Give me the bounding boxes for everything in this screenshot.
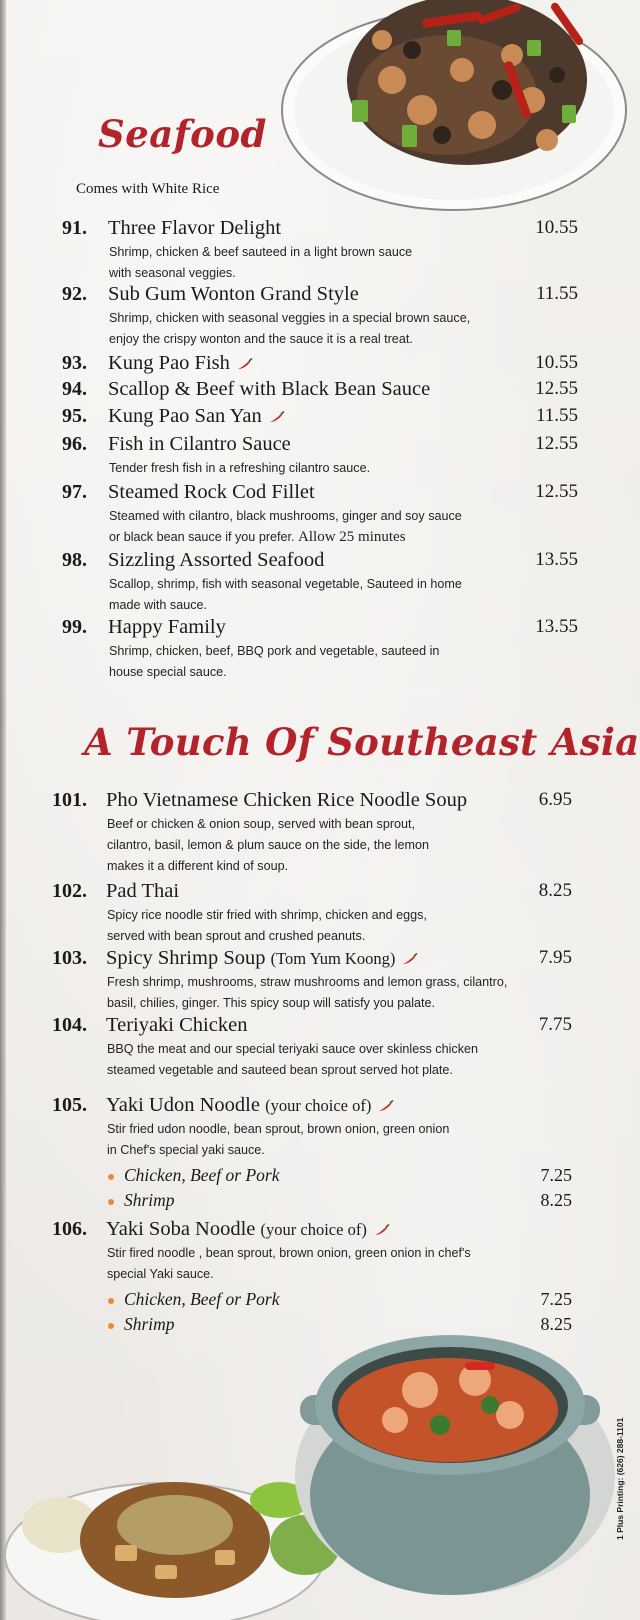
item-number: 101. [52,789,87,811]
southeast-asia-section-title: A Touch Of Southeast Asia [84,720,640,764]
item-price: 7.95 [538,947,572,968]
item-description [107,1119,449,1161]
item-name [108,352,253,375]
item-name [106,1094,394,1117]
description-line: basil, chilies, ginger. This spicy soup will satisfy you palate. [107,996,436,1010]
item-description [109,242,412,284]
item-price: 10.55 [535,217,578,238]
item-name [106,1014,247,1037]
description-line: BBQ the meat and our special teriyaki sauce over skinless chicken [107,1042,478,1056]
item-price: 13.55 [535,616,578,637]
item-description [107,972,507,1014]
description-text: or black bean sauce if you prefer. [109,530,295,544]
item-name-text: Pad Thai [106,880,180,902]
option-price: 8.25 [540,1314,572,1334]
item-name [106,880,179,903]
description-line: served with bean sprout and crushed peanuts. [107,929,366,943]
item-number: 92. [62,283,87,305]
item-name-text: Happy Family [108,616,226,638]
seafood-dish-photo [272,0,632,225]
item-name [108,378,430,401]
description-line: enjoy the crispy wonton and the sauce it is a real treat. [109,332,413,346]
item-name-text: Steamed Rock Cod Fillet [108,481,315,503]
item-name-text: Sub Gum Wonton Grand Style [108,283,359,305]
chili-pepper-icon [236,358,253,370]
description-line: makes it a different kind of soup. [107,859,289,873]
southeast-dishes-photo [0,1300,640,1620]
option-price: 7.25 [540,1289,572,1309]
chili-pepper-icon [373,1224,390,1236]
item-number: 98. [62,549,87,571]
item-name-text: Yaki Soba Noodle [106,1218,256,1240]
item-number: 99. [62,616,87,638]
option-bullet [108,1174,114,1180]
option-price: 8.25 [540,1190,572,1210]
item-price: 10.55 [535,352,578,373]
description-line: cilantro, basil, lemon & plum sauce on the side, the lemon [107,838,430,852]
item-price: 11.55 [535,283,578,304]
description-line: Stir fired noodle , bean sprout, brown onion, green onion in chef's [107,1246,471,1260]
item-name-text: Fish in Cilantro Sauce [108,433,291,455]
option-item [108,1190,175,1211]
item-number: 103. [52,947,87,969]
item-number: 105. [52,1094,87,1116]
option-item [108,1165,280,1186]
item-price: 12.55 [535,481,578,502]
description-line: Fresh shrimp, mushrooms, straw mushrooms and lemon grass, cilantro, [107,975,508,989]
item-name-text: Yaki Udon Noodle [106,1094,260,1116]
item-price: 8.25 [538,880,572,901]
item-name-text: Pho Vietnamese Chicken Rice Noodle Soup [106,789,468,811]
item-number: 91. [62,217,87,239]
item-name-text: Scallop & Beef with Black Bean Sauce [108,378,431,400]
item-number: 102. [52,880,87,902]
item-name [108,549,324,572]
description-line: Stir fried udon noodle, bean sprout, brown onion, green onion [107,1122,450,1136]
item-description [107,1039,478,1081]
chili-pepper-icon [401,953,418,965]
chili-pepper-icon [268,411,285,423]
option-label: Chicken, Beef or Pork [124,1289,280,1309]
description-line: steamed vegetable and sauteed bean sprout served hot plate. [107,1063,453,1077]
item-note: Allow 25 minutes [298,529,406,545]
item-name [106,1218,390,1241]
option-label: Shrimp [124,1314,175,1334]
item-number: 93. [62,352,87,374]
item-name-extra: (your choice of) [260,1220,367,1239]
item-price: 6.95 [538,789,572,810]
item-name-text: Sizzling Assorted Seafood [108,549,325,571]
description-line: Tender fresh fish in a refreshing cilantro sauce. [109,461,371,475]
item-price: 12.55 [535,378,578,399]
description-line: made with sauce. [109,598,208,612]
item-number: 95. [62,405,87,427]
item-price: 7.75 [538,1014,572,1035]
item-price: 11.55 [535,405,578,426]
description-line: Spicy rice noodle stir fried with shrimp, chicken and eggs, [107,908,427,922]
item-name-extra: (your choice of) [265,1096,372,1115]
item-description [109,574,462,616]
item-number: 97. [62,481,87,503]
item-price: 12.55 [535,433,578,454]
chili-pepper-icon [377,1100,394,1112]
description-line: Beef or chicken & onion soup, served with bean sprout, [107,817,416,831]
item-number: 96. [62,433,87,455]
description-line [109,527,462,548]
item-name [108,616,226,639]
item-description [109,308,470,350]
item-name-text: Kung Pao San Yan [108,405,262,427]
description-line: Scallop, shrimp, fish with seasonal vegetable, Sauteed in home [109,577,462,591]
seafood-subtitle: Comes with White Rice [76,181,220,197]
item-name-text: Three Flavor Delight [108,217,282,239]
item-price: 13.55 [535,549,578,570]
item-name [108,481,315,504]
item-name-extra: (Tom Yum Koong) [270,949,396,968]
description-line: Shrimp, chicken, beef, BBQ pork and vegetable, sauteed in [109,644,440,658]
description-line: house special sauce. [109,665,227,679]
seafood-section-title: Seafood [98,112,267,156]
item-description [107,905,427,947]
option-label: Chicken, Beef or Pork [124,1165,280,1185]
option-label: Shrimp [124,1190,175,1210]
item-description [109,458,370,479]
item-number: 106. [52,1218,87,1240]
item-name [108,405,285,428]
item-number: 94. [62,378,87,400]
option-bullet [108,1199,114,1205]
description-line: Steamed with cilantro, black mushrooms, ginger and soy sauce [109,509,462,523]
item-name-text: Spicy Shrimp Soup [106,947,266,969]
description-line: Shrimp, chicken & beef sauteed in a light brown sauce [109,245,413,259]
item-description [107,814,429,877]
description-line: special Yaki sauce. [107,1267,214,1281]
description-line: with seasonal veggies. [109,266,236,280]
printer-credit: 1 Plus Printing: (626) 288-1101 [615,1417,625,1540]
item-name [106,947,418,970]
item-name [108,283,359,306]
option-price: 7.25 [540,1165,572,1185]
item-number: 104. [52,1014,87,1036]
item-description [109,506,462,548]
item-name-text: Teriyaki Chicken [106,1014,248,1036]
item-name [106,789,467,812]
item-name-text: Kung Pao Fish [108,352,230,374]
item-name [108,217,281,240]
item-description [107,1243,471,1285]
description-line: in Chef's special yaki sauce. [107,1143,265,1157]
item-description [109,641,439,683]
item-name [108,433,291,456]
description-line: Shrimp, chicken with seasonal veggies in a special brown sauce, [109,311,471,325]
